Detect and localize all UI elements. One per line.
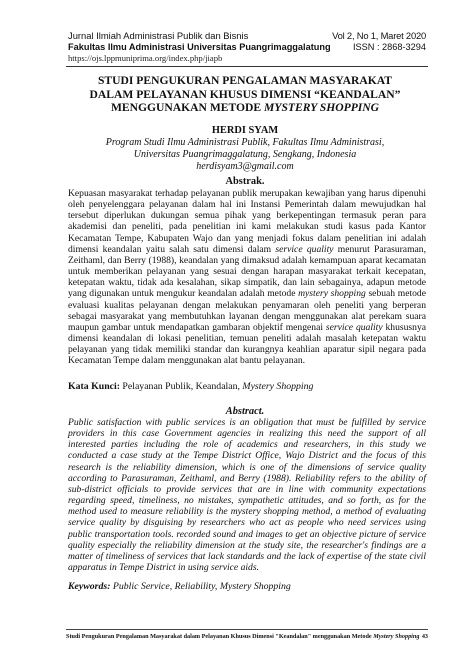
author-name: HERDI SYAM [211, 125, 279, 136]
author-email: herdisyam3@gmail.com [196, 161, 294, 172]
abstract-heading: Abstract. [225, 406, 265, 417]
faculty-name: Fakultas Ilmu Administrasi Universitas Puangrimaggalatung [68, 41, 331, 52]
kata-kunci [68, 381, 426, 392]
title-line-2: DALAM PELAYANAN KHUSUS DIMENSI “KEANDALAN” [89, 87, 401, 101]
kata-kunci-label: Kata Kunci: [68, 381, 120, 392]
title-line-3-prefix: MENGGUNAKAN METODE [110, 101, 265, 115]
abstrak-heading: Abstrak. [225, 176, 265, 187]
footer-title-italic: Mystery Shopping [373, 633, 420, 640]
page-number: 43 [421, 633, 428, 640]
affiliation-line-1: Program Studi Ilmu Administrasi Publik, Fakultas Ilmu Administrasi, [105, 137, 385, 148]
kata-kunci-text: Pelayanan Publik, Keandalan, [119, 381, 243, 392]
abstrak-part-2: menurut Parasuraman, Zeithaml, dan Berry (1988), keandalan yang dimaksud adalah kemampuan aparat kecamatan untuk memberikan pelayanan yang sesuai dengan harapan masyarakat terkait kecepatan, ketepatan waktu, tidak ada kesalahan, sikap simpatik, dan lain sebagainya, adapun metode yang digunakan untuk mengukur keandalan adalah metode [68, 243, 426, 300]
header-divider [66, 66, 428, 67]
author-affiliation [60, 137, 430, 173]
footer-title-text: Studi Pengukuran Pengalaman Masyarakat dalam Pelayanan Khusus Dimensi "Keandalan" menggunakan Metode [66, 633, 374, 640]
running-header [68, 30, 426, 65]
running-footer [66, 633, 428, 640]
keywords-text: Public Service, Reliability, Mystery Shopping [110, 581, 291, 592]
volume-info: Vol 2, No 1, Maret 2020 [332, 30, 426, 41]
title-line-1: STUDI PENGUKURAN PENGALAMAN MASYARAKAT [97, 74, 393, 87]
abstrak-body [68, 188, 426, 367]
abstrak-part-3: sebuah metode evaluasi kualitas pelayanan dengan melakukan penyamaran oleh peneliti yang berperan sebagai masyarakat yang membutuhkan layanan dengan menggunakan alat perekam suara maupun gambar untuk mendapatkan gambaran objektif mengenai [68, 288, 426, 333]
abstract-body: Public satisfaction with public services is an obligation that must be fulfilled by service providers in this case Government agencies in realizing this need the support of all interested parties including the role of academics and researchers, in this study we conducted a case study at the Tempe District Office, Wajo District and the focus of this research is the reliability dimension, which is one of the dimensions of service quality according to Parasuraman, Zeithaml, and Berry (1988). Reliability refers to the ability of sub-district officials to provide services that are in line with community expectations regarding speed, timeliness, no mistakes, sympathetic attitudes, and so forth, as for the method used to measure reliability is the mystery shopping method, a method of evaluating service quality by disguising by researchers who act as people who need services using public transportation tools. recorded sound and images to get an objective picture of service quality especially the reliability dimension at the study site, the researcher's findings are a matter of timeliness of services that lack standards and the lack of expertise of the state civil apparatus in Tempe District in using service aids. [68, 417, 426, 574]
footer-divider [66, 629, 428, 630]
abstrak-service-quality-2: service quality [325, 321, 383, 333]
keywords-label: Keywords: [68, 581, 111, 592]
footer-title [66, 633, 419, 640]
title-line-3 [60, 101, 430, 115]
abstrak-part-4: khususnya dimensi keandalan di lokasi penelitian, temuan peneliti adalah masalah ketepatan waktu pelayanan yang tidak memiliki standar dan kurangnya keahlian aparatur sipil negara pada Kecamatan Tempe dalam menggunakan alat bantu pelayanan. [68, 321, 427, 367]
abstrak-service-quality-1: service quality [275, 243, 334, 255]
abstrak-mystery-shopping: mystery shopping [298, 288, 366, 300]
journal-name: Jurnal Ilmiah Administrasi Publik dan Bisnis [68, 30, 249, 41]
affiliation-line-2: Universitas Puangrimaggalatung, Sengkang, Indonesia [133, 149, 357, 160]
journal-url-link[interactable]: https://ojs.lppmuniprima.org/index.php/jiapb [68, 53, 223, 63]
kata-kunci-italic: Mystery Shopping [242, 381, 314, 392]
keywords [68, 581, 426, 592]
paper-title [60, 74, 430, 115]
abstrak-part-1: Kepuasan masyarakat terhadap pelayanan publik merupakan kewajiban yang harus dipenuhi oleh penyelenggara pelayanan dalam hal ini Instansi Pemerintah dalam mewujudkan hal tersebut diperlukan dukungan semua pihak yang berkepentingan termasuk peran para akademisi dan peneliti, pada penelitian ini kami melakukan studi kasus pada Kantor Kecamatan Tempe, Kabupaten Wajo dan yang menjadi fokus dalam penelitian ini adalah dimensi keandalan yaitu salah satu dimensi dalam [68, 188, 426, 255]
issn: ISSN : 2868-3294 [352, 41, 426, 52]
title-line-3-italic: MYSTERY SHOPPING [264, 101, 380, 115]
